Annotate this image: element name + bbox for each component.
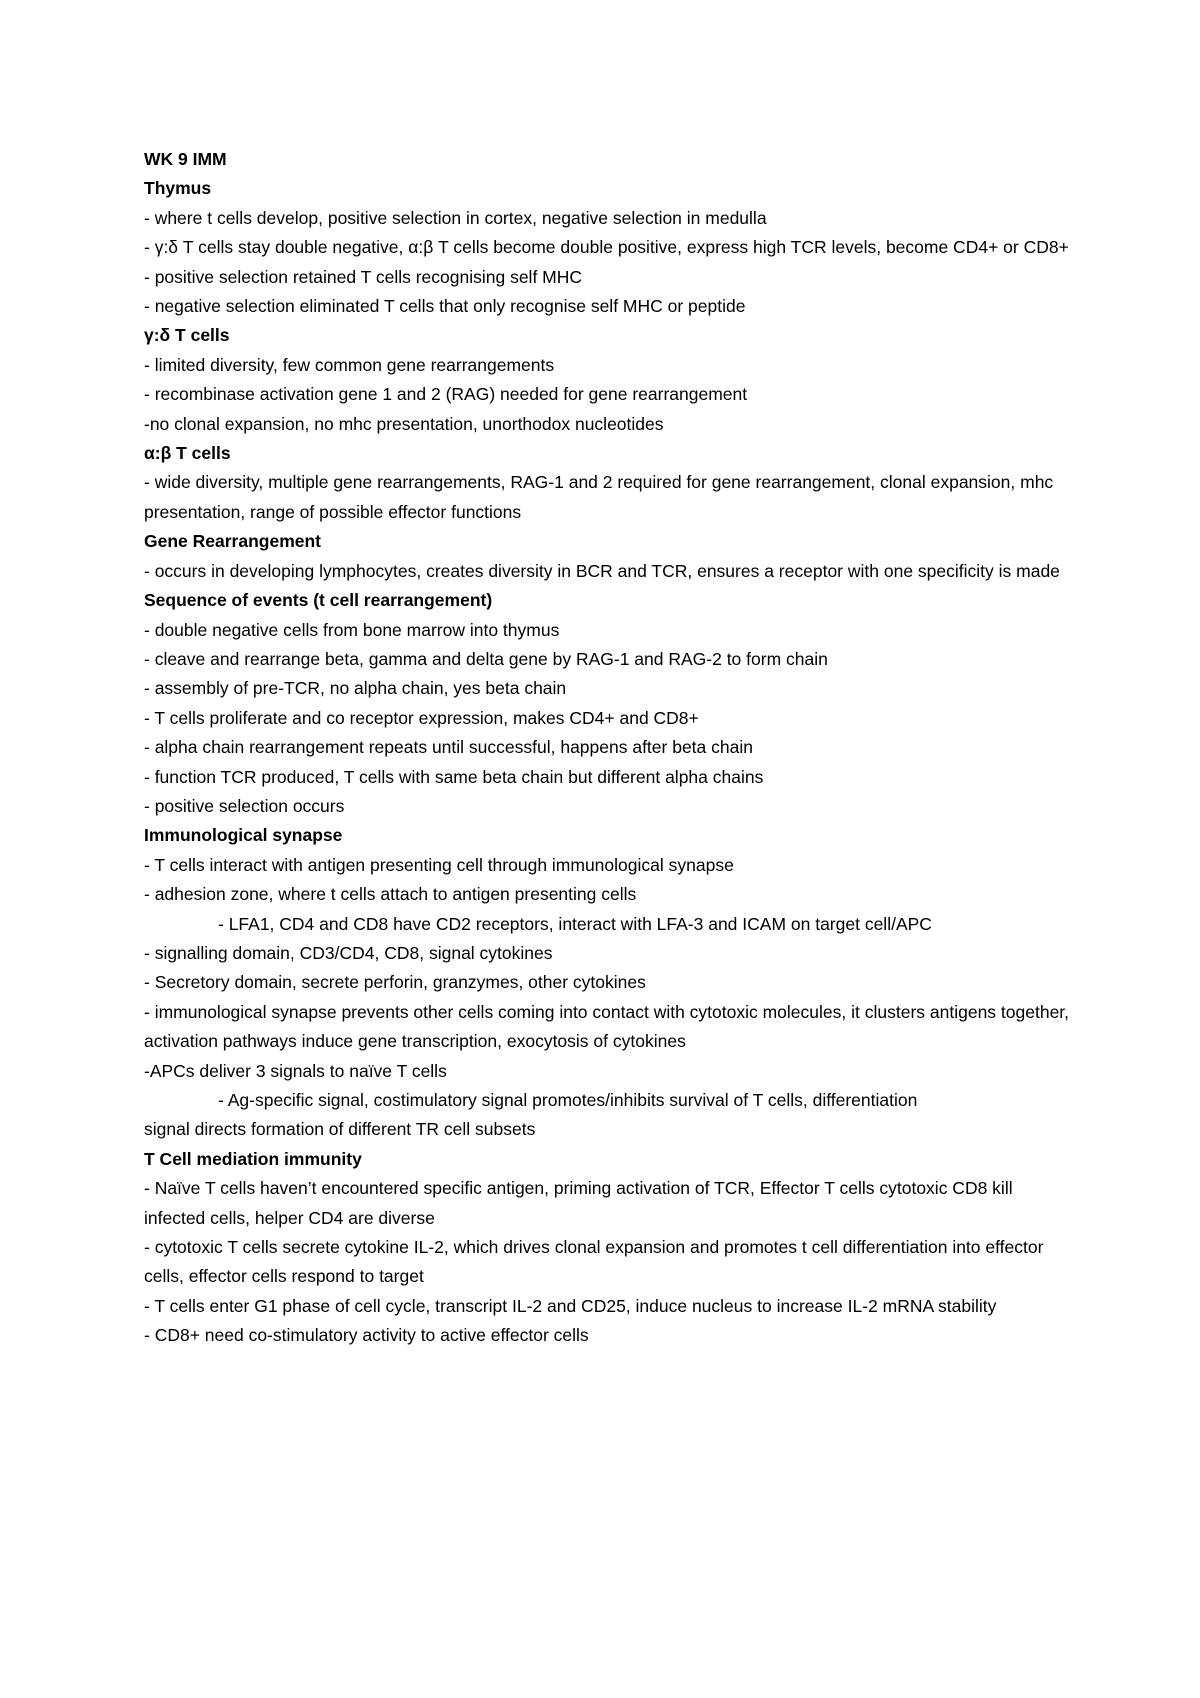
note-line: - cytotoxic T cells secrete cytokine IL-2, which drives clonal expansion and promotes t cell differentiation into effector cells, effector cells respond to target: [144, 1237, 1044, 1287]
note-line: - wide diversity, multiple gene rearrangements, RAG-1 and 2 required for gene rearrangement, clonal expansion, mhc presentation, range of possible effector functions: [144, 472, 1054, 522]
section-heading: Gene Rearrangement: [144, 531, 322, 552]
note-line: - alpha chain rearrangement repeats until successful, happens after beta chain: [144, 737, 753, 758]
note-line: - CD8+ need co-stimulatory activity to active effector cells: [144, 1325, 589, 1346]
note-line: - LFA1, CD4 and CD8 have CD2 receptors, interact with LFA-3 and ICAM on target cell/APC: [218, 913, 932, 934]
note-line: signal directs formation of different TR cell subsets: [144, 1119, 536, 1140]
section-heading: γ:δ T cells: [144, 325, 230, 346]
note-line: - positive selection occurs: [144, 795, 345, 816]
document-title: WK 9 IMM: [144, 149, 227, 169]
note-line: - where t cells develop, positive selection in cortex, negative selection in medulla: [144, 207, 767, 228]
note-line: - T cells enter G1 phase of cell cycle, transcript IL-2 and CD25, induce nucleus to increase IL-2 mRNA stability: [144, 1295, 997, 1316]
section-heading: Sequence of events (t cell rearrangement): [144, 590, 493, 611]
note-line: - adhesion zone, where t cells attach to antigen presenting cells: [144, 884, 637, 905]
section-heading: Thymus: [144, 178, 212, 199]
note-line: - function TCR produced, T cells with same beta chain but different alpha chains: [144, 766, 764, 787]
note-line: - immunological synapse prevents other cells coming into contact with cytotoxic molecules, it clusters antigens together, activation pathways induce gene transcription, exocytosis of cytokines: [144, 1001, 1070, 1052]
note-line: - γ:δ T cells stay double negative, α:β T cells become double positive, express high TCR levels, become CD4+ or CD8+: [144, 237, 1069, 258]
document-sections: [144, 174, 1074, 1350]
note-line: - Secretory domain, secrete perforin, granzymes, other cytokines: [144, 972, 646, 993]
note-line: - Naïve T cells haven’t encountered specific antigen, priming activation of TCR, Effector T cells cytotoxic CD8 kill infected cells, helper CD4 are diverse: [144, 1178, 1013, 1228]
note-line: -no clonal expansion, no mhc presentation, unorthodox nucleotides: [144, 413, 664, 434]
note-line: -APCs deliver 3 signals to naïve T cells: [144, 1060, 447, 1081]
note-line: - occurs in developing lymphocytes, creates diversity in BCR and TCR, ensures a receptor with one specificity is made: [144, 560, 1060, 581]
note-line: - T cells proliferate and co receptor expression, makes CD4+ and CD8+: [144, 707, 699, 728]
note-line: - positive selection retained T cells recognising self MHC: [144, 266, 583, 287]
note-line: - assembly of pre-TCR, no alpha chain, yes beta chain: [144, 678, 567, 699]
note-line: - signalling domain, CD3/CD4, CD8, signal cytokines: [144, 942, 553, 963]
note-line: - negative selection eliminated T cells that only recognise self MHC or peptide: [144, 296, 746, 317]
note-line: - limited diversity, few common gene rearrangements: [144, 354, 555, 375]
note-line: - Ag-specific signal, costimulatory signal promotes/inhibits survival of T cells, differentiation: [218, 1090, 918, 1110]
section-heading: T Cell mediation immunity: [144, 1148, 362, 1169]
note-line: - recombinase activation gene 1 and 2 (RAG) needed for gene rearrangement: [144, 384, 748, 405]
note-line: - cleave and rearrange beta, gamma and delta gene by RAG-1 and RAG-2 to form chain: [144, 648, 828, 669]
note-line: - T cells interact with antigen presenting cell through immunological synapse: [144, 854, 734, 875]
document-page: [144, 145, 1074, 1351]
note-line: - double negative cells from bone marrow into thymus: [144, 619, 560, 640]
section-heading: Immunological synapse: [144, 825, 343, 846]
section-heading: α:β T cells: [144, 443, 231, 464]
